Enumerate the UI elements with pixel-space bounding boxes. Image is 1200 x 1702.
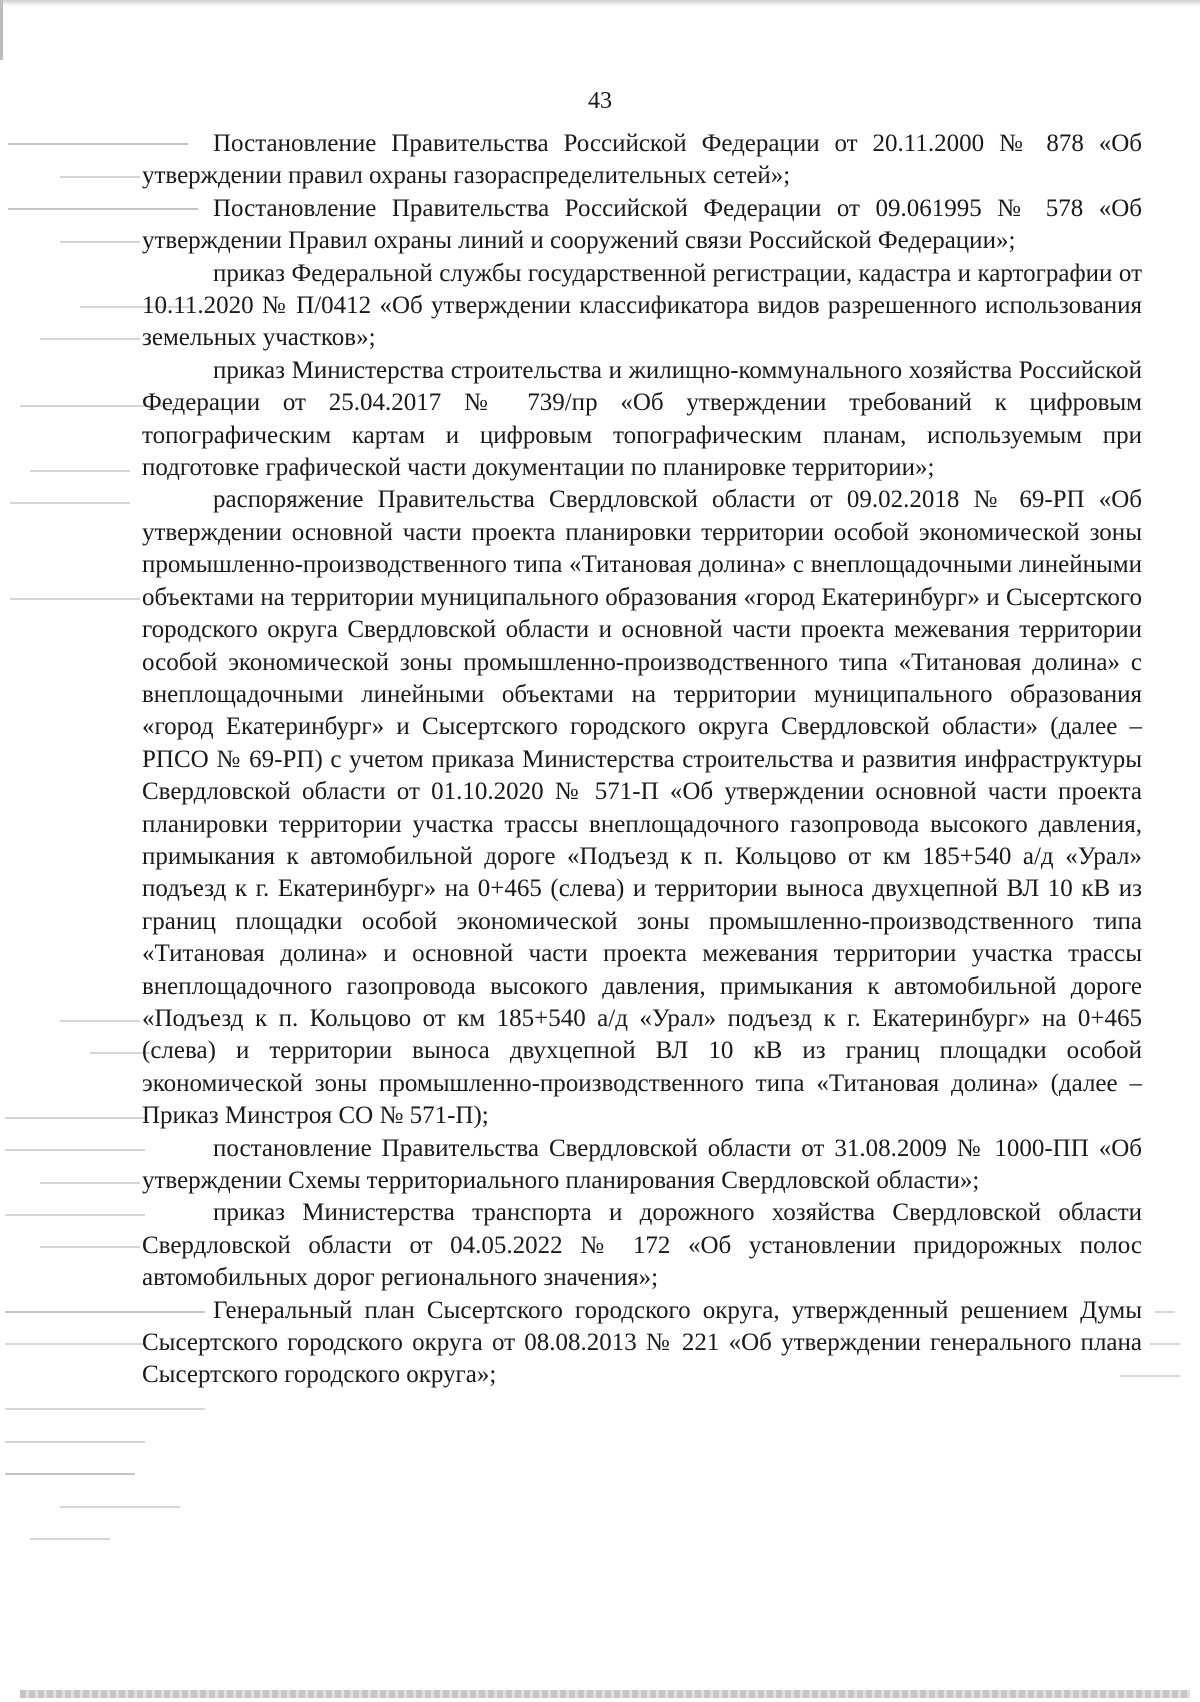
paragraph-gas-network-decree: Постановление Правительства Российской Федерации от 20.11.2000 № 878 «Об утверждении правил охраны газораспределительных сетей»;: [142, 130, 1142, 190]
paragraph-general-plan: Генеральный план Сысертского городского округа, утвержденный решением Думы Сысертского городского округа от 08.08.2013 № 221 «Об утверждении генерального плана Сысертского городского округа»;: [142, 1296, 1142, 1389]
scan-bottom-edge: [20, 1690, 1190, 1698]
paragraph-roadside-strips-order: приказ Министерства транспорта и дорожного хозяйства Свердловской области Свердловской области от 04.05.2022 № 172 «Об установлении придорожных полос автомобильных дорог регионального значения»;: [142, 1199, 1142, 1292]
page-number: 43: [588, 88, 612, 114]
paragraph-minstroy-order: приказ Министерства строительства и жилищно-коммунального хозяйства Российской Федерации от 25.04.2017 № 739/пр «Об утверждении требований к цифровым топографическим картам и цифровым топографическим планам, используемым при подготовке графической части документации по планировке территории»;: [142, 356, 1142, 482]
paragraph-rosreestr-order: приказ Федеральной службы государственной регистрации, кадастра и картографии от 10.11.2020 № П/0412 «Об утверждении классификатора видов разрешенного использования земельных участков»;: [142, 259, 1142, 352]
document-body: [142, 128, 1142, 1392]
paragraph-communication-lines-decree: Постановление Правительства Российской Федерации от 09.061995 № 578 «Об утверждении Правил охраны линий и сооружений связи Российской Федерации»;: [142, 194, 1142, 255]
scan-top-edge: [0, 0, 1200, 6]
paragraph-territorial-planning-scheme: постановление Правительства Свердловской области от 31.08.2009 № 1000-ПП «Об утверждении Схемы территориального планирования Свердловской области»;: [142, 1134, 1142, 1194]
scan-left-edge: [0, 0, 3, 60]
paragraph-rpso-69-rp: распоряжение Правительства Свердловской области от 09.02.2018 № 69-РП «Об утверждении основной части проекта планировки территории особой экономической зоны промышленно-производственного типа «Титановая долина» с внеплощадочными линейными объектами на территории муниципального образования «город Екатеринбург» и Сысертского городского округа Свердловской области и основной части проекта межевания территории особой экономической зоны промышленно-производственного типа «Титановая долина» с внеплощадочными линейными объектами на территории муниципального образования «город Екатеринбург» и Сысертского городского округа Свердловской области» (далее – РПСО № 69-РП) с учетом приказа Министерства строительства и развития инфраструктуры Свердловской области от 01.10.2020 № 571-П «Об утверждении основной части проекта планировки территории участка трассы внеплощадочного газопровода высокого давления, примыкания к автомобильной дороге «Подъезд к п. Кольцово от км 185+540 а/д «Урал» подъезд к г. Екатеринбург» на 0+465 (слева) и территории выноса двухцепной ВЛ 10 кВ из границ площадки особой экономической зоны промышленно-производственного типа «Титановая долина» и основной части проекта межевания территории участка трассы внеплощадочного газопровода высокого давления, примыкания к автомобильной дороге «Подъезд к п. Кольцово от км 185+540 а/д «Урал» подъезд к г. Екатеринбург» на 0+465 (слева) и территории выноса двухцепной ВЛ 10 кВ из границ площадки особой экономической зоны промышленно-производственного типа «Титановая долина» (далее – Приказ Минстроя СО № 571-П);: [142, 486, 1142, 1130]
